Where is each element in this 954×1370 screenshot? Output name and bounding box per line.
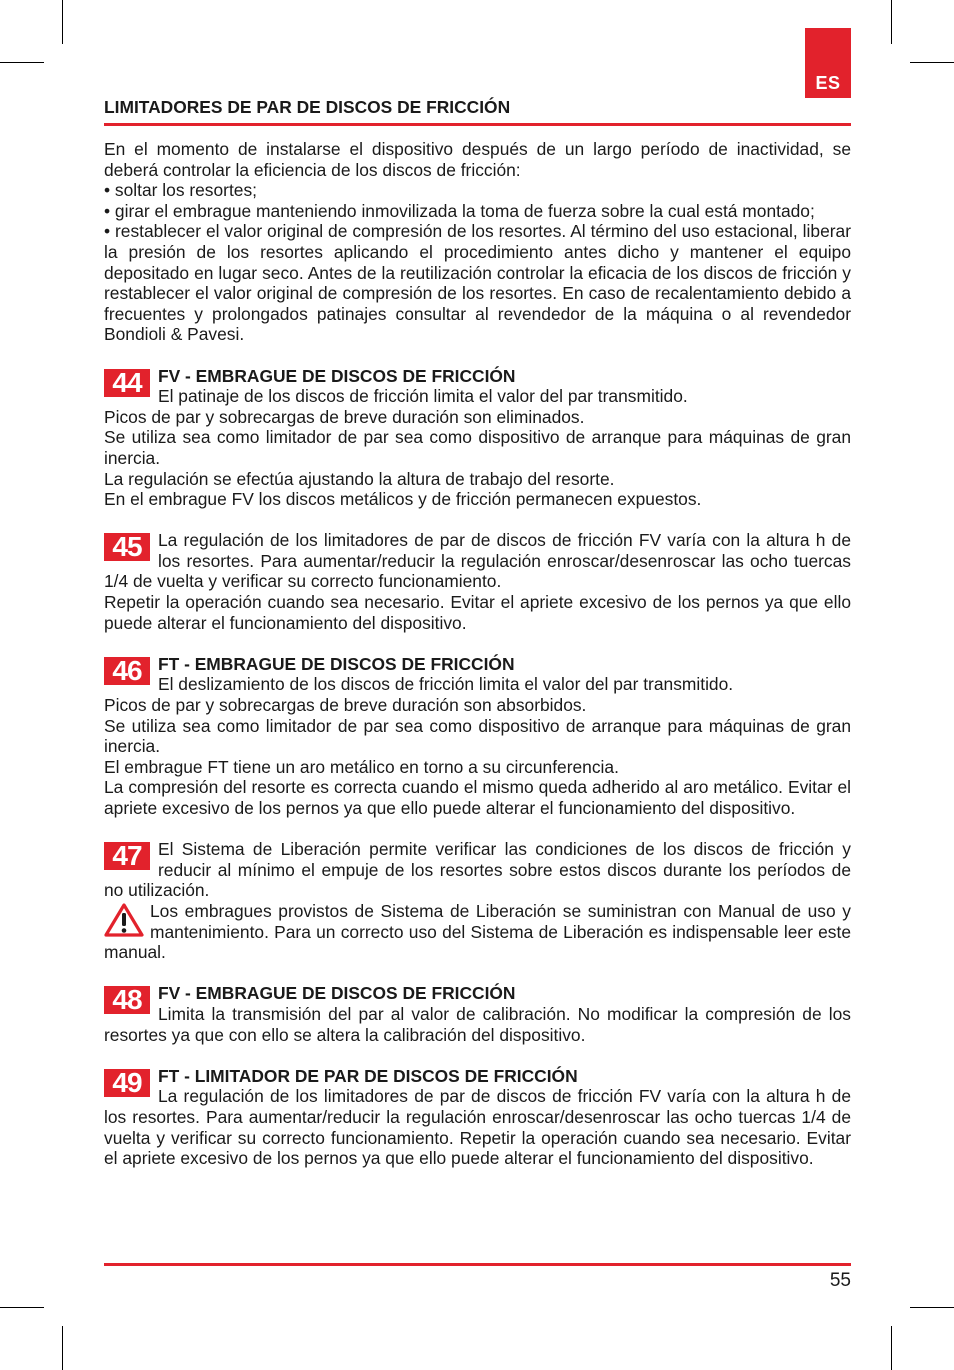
- section-heading: FT - LIMITADOR DE PAR DE DISCOS DE FRICCIÓN: [158, 1065, 578, 1086]
- section-text: La regulación de los limitadores de par de discos de fricción FV varía con la altura h de los resortes. Para aumentar/reducir la regulación enroscar/desenroscar las ocho tuercas 1/4 de vuelta y verificar su correcto funcionamiento.: [104, 530, 851, 592]
- section-text: Repetir la operación cuando sea necesario. Evitar el apriete excesivo de los pernos ya que ello puede alterar el funcionamiento del dispositivo.: [104, 592, 851, 633]
- section-text: La regulación de los limitadores de par de discos de fricción FV varía con la altura h de los resortes. Para aumentar/reducir la regulación enroscar/desenroscar las ocho tuercas 1/4 de vuelta y verificar su correcto funcionamiento. Repetir la operación cuando sea necesario. Evitar el apriete excesivo de los pernos ya que ello puede alterar el funcionamiento del dispositivo.: [104, 1086, 851, 1169]
- page-title: LIMITADORES DE PAR DE DISCOS DE FRICCIÓN: [104, 96, 851, 126]
- section-text: El Sistema de Liberación permite verificar las condiciones de los discos de fricción y reducir al mínimo el empuje de los resortes sobre estos discos durante los períodos de no utilización.: [104, 839, 851, 901]
- page-number: 55: [829, 1270, 851, 1291]
- warning-triangle-icon: [104, 903, 144, 937]
- section-text: En el embrague FV los discos metálicos y de fricción permanecen expuestos.: [104, 489, 702, 510]
- warning-text: Los embragues provistos de Sistema de Liberación se suministran con Manual de uso y mantenimiento. Para un correcto uso del Sistema de Liberación es indispensable leer este manual.: [104, 900, 851, 963]
- crop-mark: [891, 0, 892, 44]
- bullet-item: • girar el embrague manteniendo inmovilizada la toma de fuerza sobre la cual está montado;: [104, 200, 815, 221]
- section-46: [104, 654, 851, 819]
- section-text: Se utiliza sea como limitador de par sea como dispositivo de arranque para máquinas de gran inercia.: [104, 427, 851, 468]
- section-text: El patinaje de los discos de fricción limita el valor del par transmitido.: [158, 386, 688, 407]
- intro-section: [104, 139, 851, 345]
- section-heading: FV - EMBRAGUE DE DISCOS DE FRICCIÓN: [158, 365, 516, 386]
- section-text: La compresión del resorte es correcta cuando el mismo queda adherido al aro metálico. Evitar el apriete excesivo de los pernos ya que ello puede alterar el funcionamiento del dispositivo.: [104, 777, 851, 818]
- footer-rule: [104, 1263, 851, 1266]
- section-text: Picos de par y sobrecargas de breve duración son eliminados.: [104, 406, 585, 427]
- section-text: La regulación se efectúa ajustando la altura de trabajo del resorte.: [104, 468, 615, 489]
- crop-mark: [910, 62, 954, 63]
- crop-mark: [0, 62, 44, 63]
- figure-number-badge: 44: [104, 369, 150, 397]
- section-text: Picos de par y sobrecargas de breve duración son absorbidos.: [104, 695, 587, 716]
- figure-number-badge: 48: [104, 986, 150, 1014]
- figure-number-badge: 47: [104, 842, 150, 870]
- crop-mark: [62, 1326, 63, 1370]
- section-text: Limita la transmisión del par al valor de calibración. No modificar la compresión de los resortes ya que con ello se altera la calibración del dispositivo.: [104, 1003, 851, 1045]
- crop-mark: [910, 1307, 954, 1308]
- crop-mark: [0, 1307, 44, 1308]
- figure-number-badge: 45: [104, 533, 150, 561]
- section-text: El embrague FT tiene un aro metálico en torno a su circunferencia.: [104, 756, 619, 777]
- bullet-item: • soltar los resortes;: [104, 180, 257, 201]
- figure-number-badge: 46: [104, 657, 150, 685]
- section-heading: FT - EMBRAGUE DE DISCOS DE FRICCIÓN: [158, 653, 515, 674]
- section-text: El deslizamiento de los discos de fricción limita el valor del par transmitido.: [158, 674, 734, 695]
- section-heading: FV - EMBRAGUE DE DISCOS DE FRICCIÓN: [158, 983, 516, 1004]
- figure-number-badge: 49: [104, 1069, 150, 1097]
- page-content: [104, 96, 851, 1169]
- intro-paragraph: En el momento de instalarse el dispositivo después de un largo período de inactividad, se deberá controlar la eficiencia de los discos de fricción:: [104, 139, 851, 180]
- section-44: [104, 366, 851, 510]
- section-text: Se utiliza sea como limitador de par sea como dispositivo de arranque para máquinas de gran inercia.: [104, 715, 851, 757]
- section-47: [104, 839, 851, 963]
- section-49: [104, 1066, 851, 1169]
- section-45: [104, 530, 851, 633]
- language-tab: ES: [805, 28, 851, 98]
- crop-mark: [62, 0, 63, 44]
- crop-mark: [891, 1326, 892, 1370]
- bullet-item: • restablecer el valor original de compresión de los resortes. Al término del uso estacional, liberar la presión de los resortes aplicando el procedimiento antes dicho y mantener el equipo depositado en lugar seco. Antes de la reutilización controlar la eficacia de los discos de fricción y restablecer el valor original de compresión de los resortes. En caso de recalentamiento debido a frecuentes y prolongados patinajes consultar al revendedor de la máquina o al revendedor Bondioli & Pavesi.: [104, 221, 851, 345]
- section-48: [104, 983, 851, 1045]
